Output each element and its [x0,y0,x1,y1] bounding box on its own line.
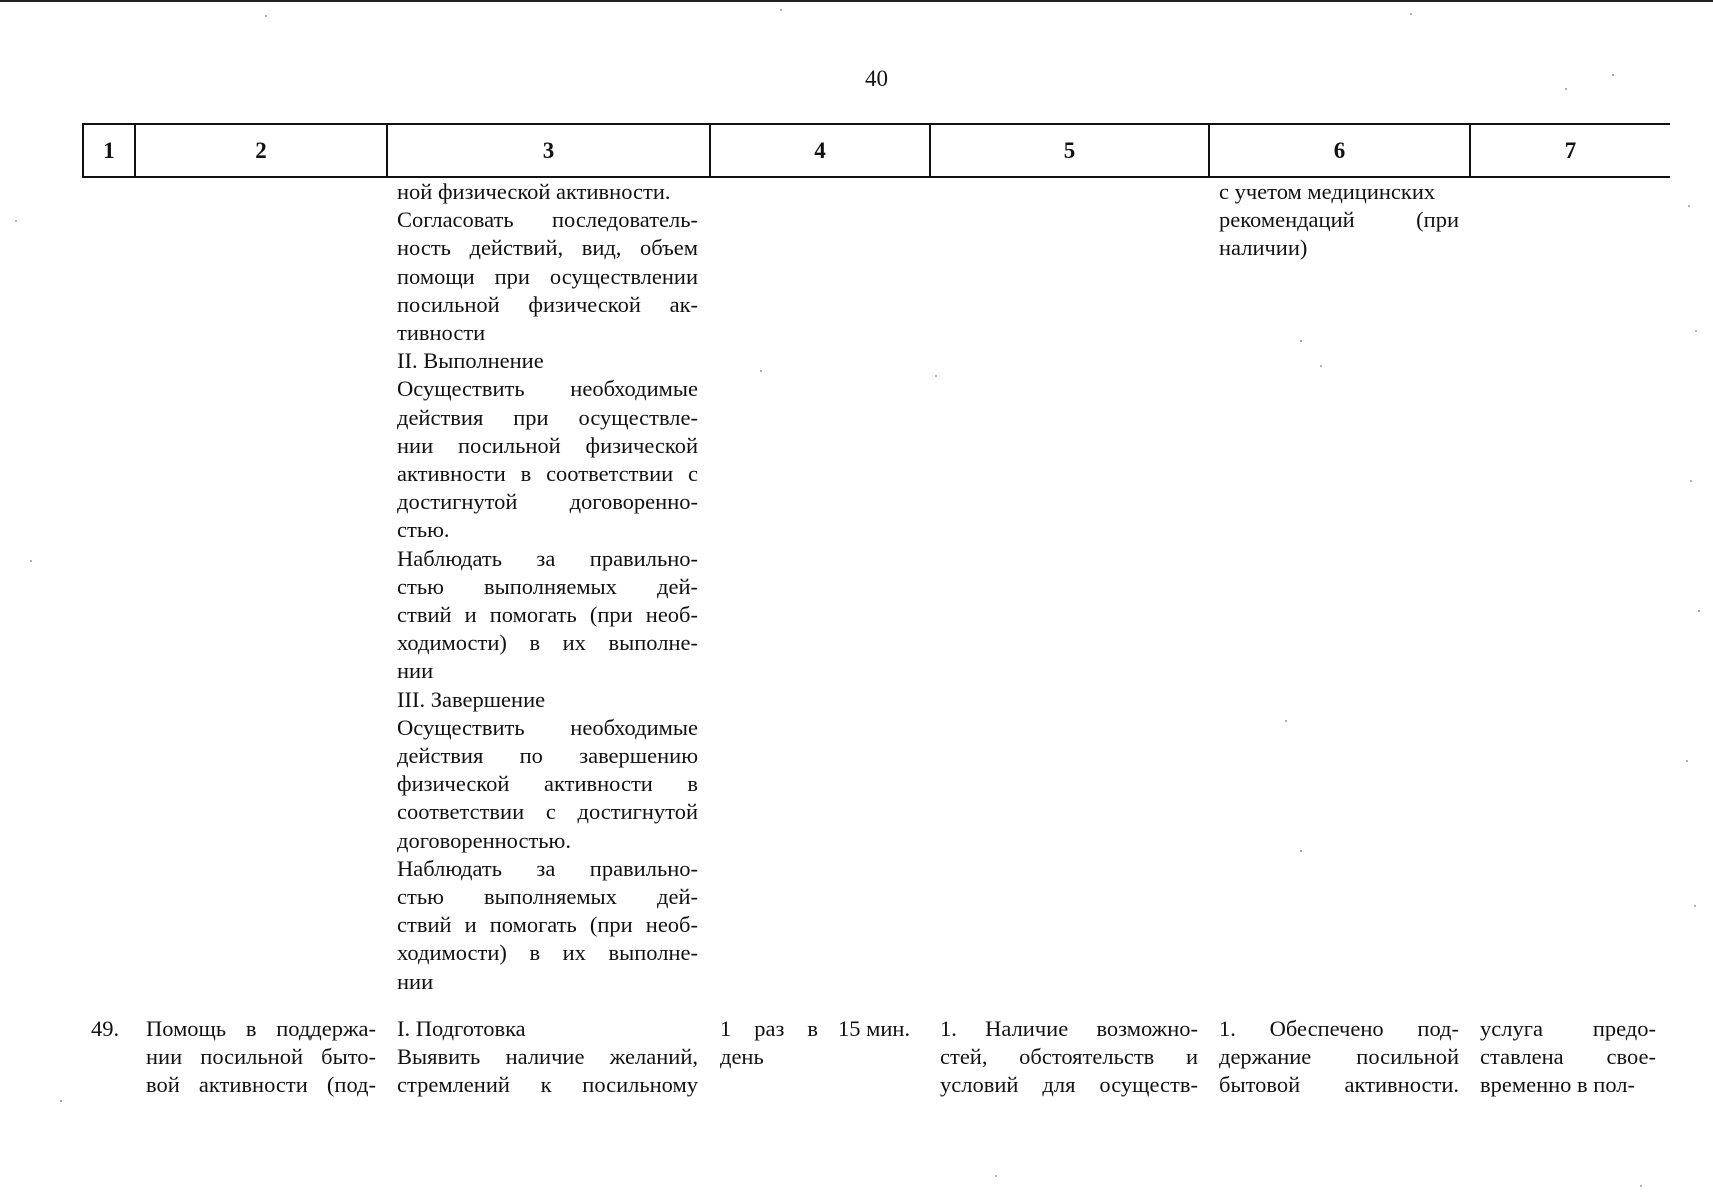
text-line: вой активности (под- [146,1072,376,1098]
procedure-cell [397,1015,698,1100]
header-col-7: 7 [1564,138,1577,163]
text-line: Наблюдать за правильно- [397,855,698,881]
text-line: стью выполняемых дей- [397,573,698,599]
text-line: активности в соответствии с [397,461,698,487]
section-heading: II. Выполнение [397,348,544,374]
text-line: нии [397,658,434,684]
text-line: условий для осуществ- [940,1072,1198,1098]
text-line: 1 раз в [720,1016,818,1041]
page-number: 40 [865,66,888,91]
text-line: физической активности в [397,771,698,797]
text-line: Согласовать последователь- [397,207,698,233]
text-line: помощи при осуществлении [397,263,698,289]
text-line: достигнутой договоренно- [397,489,698,515]
text-line: ходимости) в их выполне- [397,630,698,656]
text-line: Наблюдать за правильно- [397,545,698,571]
section-heading: I. Подготовка [397,1016,526,1041]
header-col-6: 6 [1333,138,1346,163]
header-col-5: 5 [1063,138,1076,163]
text-line: услуга предо- [1480,1016,1656,1041]
frequency-cell [720,1015,818,1071]
text-line: ствий и помогать (при необ- [397,912,698,938]
text-line: стей, обстоятельств и [940,1044,1198,1070]
header-col-1: 1 [103,138,115,163]
text-line: нии посильной быто- [146,1044,376,1070]
continued-col-6 [1219,178,1459,263]
text-line: 1. Наличие возможно- [940,1016,1198,1041]
service-name-cell [146,1015,376,1100]
header-col-2: 2 [255,138,267,163]
text-line: держание посильной [1219,1044,1459,1070]
text-line: стремлений к посильному [397,1072,698,1098]
section-heading: III. Завершение [397,686,546,712]
text-line: Помощь в поддержа- [146,1016,376,1041]
duration-cell: 15 мин. [838,1016,911,1041]
text-line: ной физической активности. [397,179,671,204]
text-line: стью. [397,517,450,543]
page-top-edge [0,0,1713,2]
text-line: день [720,1044,764,1070]
text-line: действия при осуществле- [397,404,698,430]
text-line: нии посильной физической [397,432,698,458]
text-line: Осуществить необходимые [397,376,698,402]
text-line: ходимости) в их выполне- [397,940,698,966]
text-line: с учетом медицинских [1219,179,1436,204]
header-col-4: 4 [814,138,826,163]
text-line: бытовой активности. [1219,1072,1459,1098]
text-line: 1. Обеспечено под- [1219,1016,1459,1041]
text-line: ставлена свое- [1480,1044,1656,1070]
text-line: посильной физической ак- [397,291,698,317]
result-cell [1219,1015,1459,1100]
text-line: действия по завершению [397,743,698,769]
evaluation-cell [1480,1015,1656,1100]
conditions-cell [940,1015,1198,1100]
text-line: ность действий, вид, объем [397,235,698,261]
text-line: нии [397,968,434,994]
text-line: стью выполняемых дей- [397,884,698,910]
text-line: договоренностью. [397,827,571,853]
text-line: временно в пол- [1480,1072,1636,1098]
text-line: рекомендаций (при [1219,207,1459,233]
text-line: Осуществить необходимые [397,714,698,740]
continued-col-3 [397,178,698,996]
text-line: наличии) [1219,235,1308,261]
text-line: соответствии с достигнутой [397,799,698,825]
row-number: 49. [91,1016,120,1041]
header-col-3: 3 [542,138,555,163]
text-line: тивности [397,320,486,346]
text-line: ствий и помогать (при необ- [397,602,698,628]
text-line: Выявить наличие желаний, [397,1044,698,1070]
